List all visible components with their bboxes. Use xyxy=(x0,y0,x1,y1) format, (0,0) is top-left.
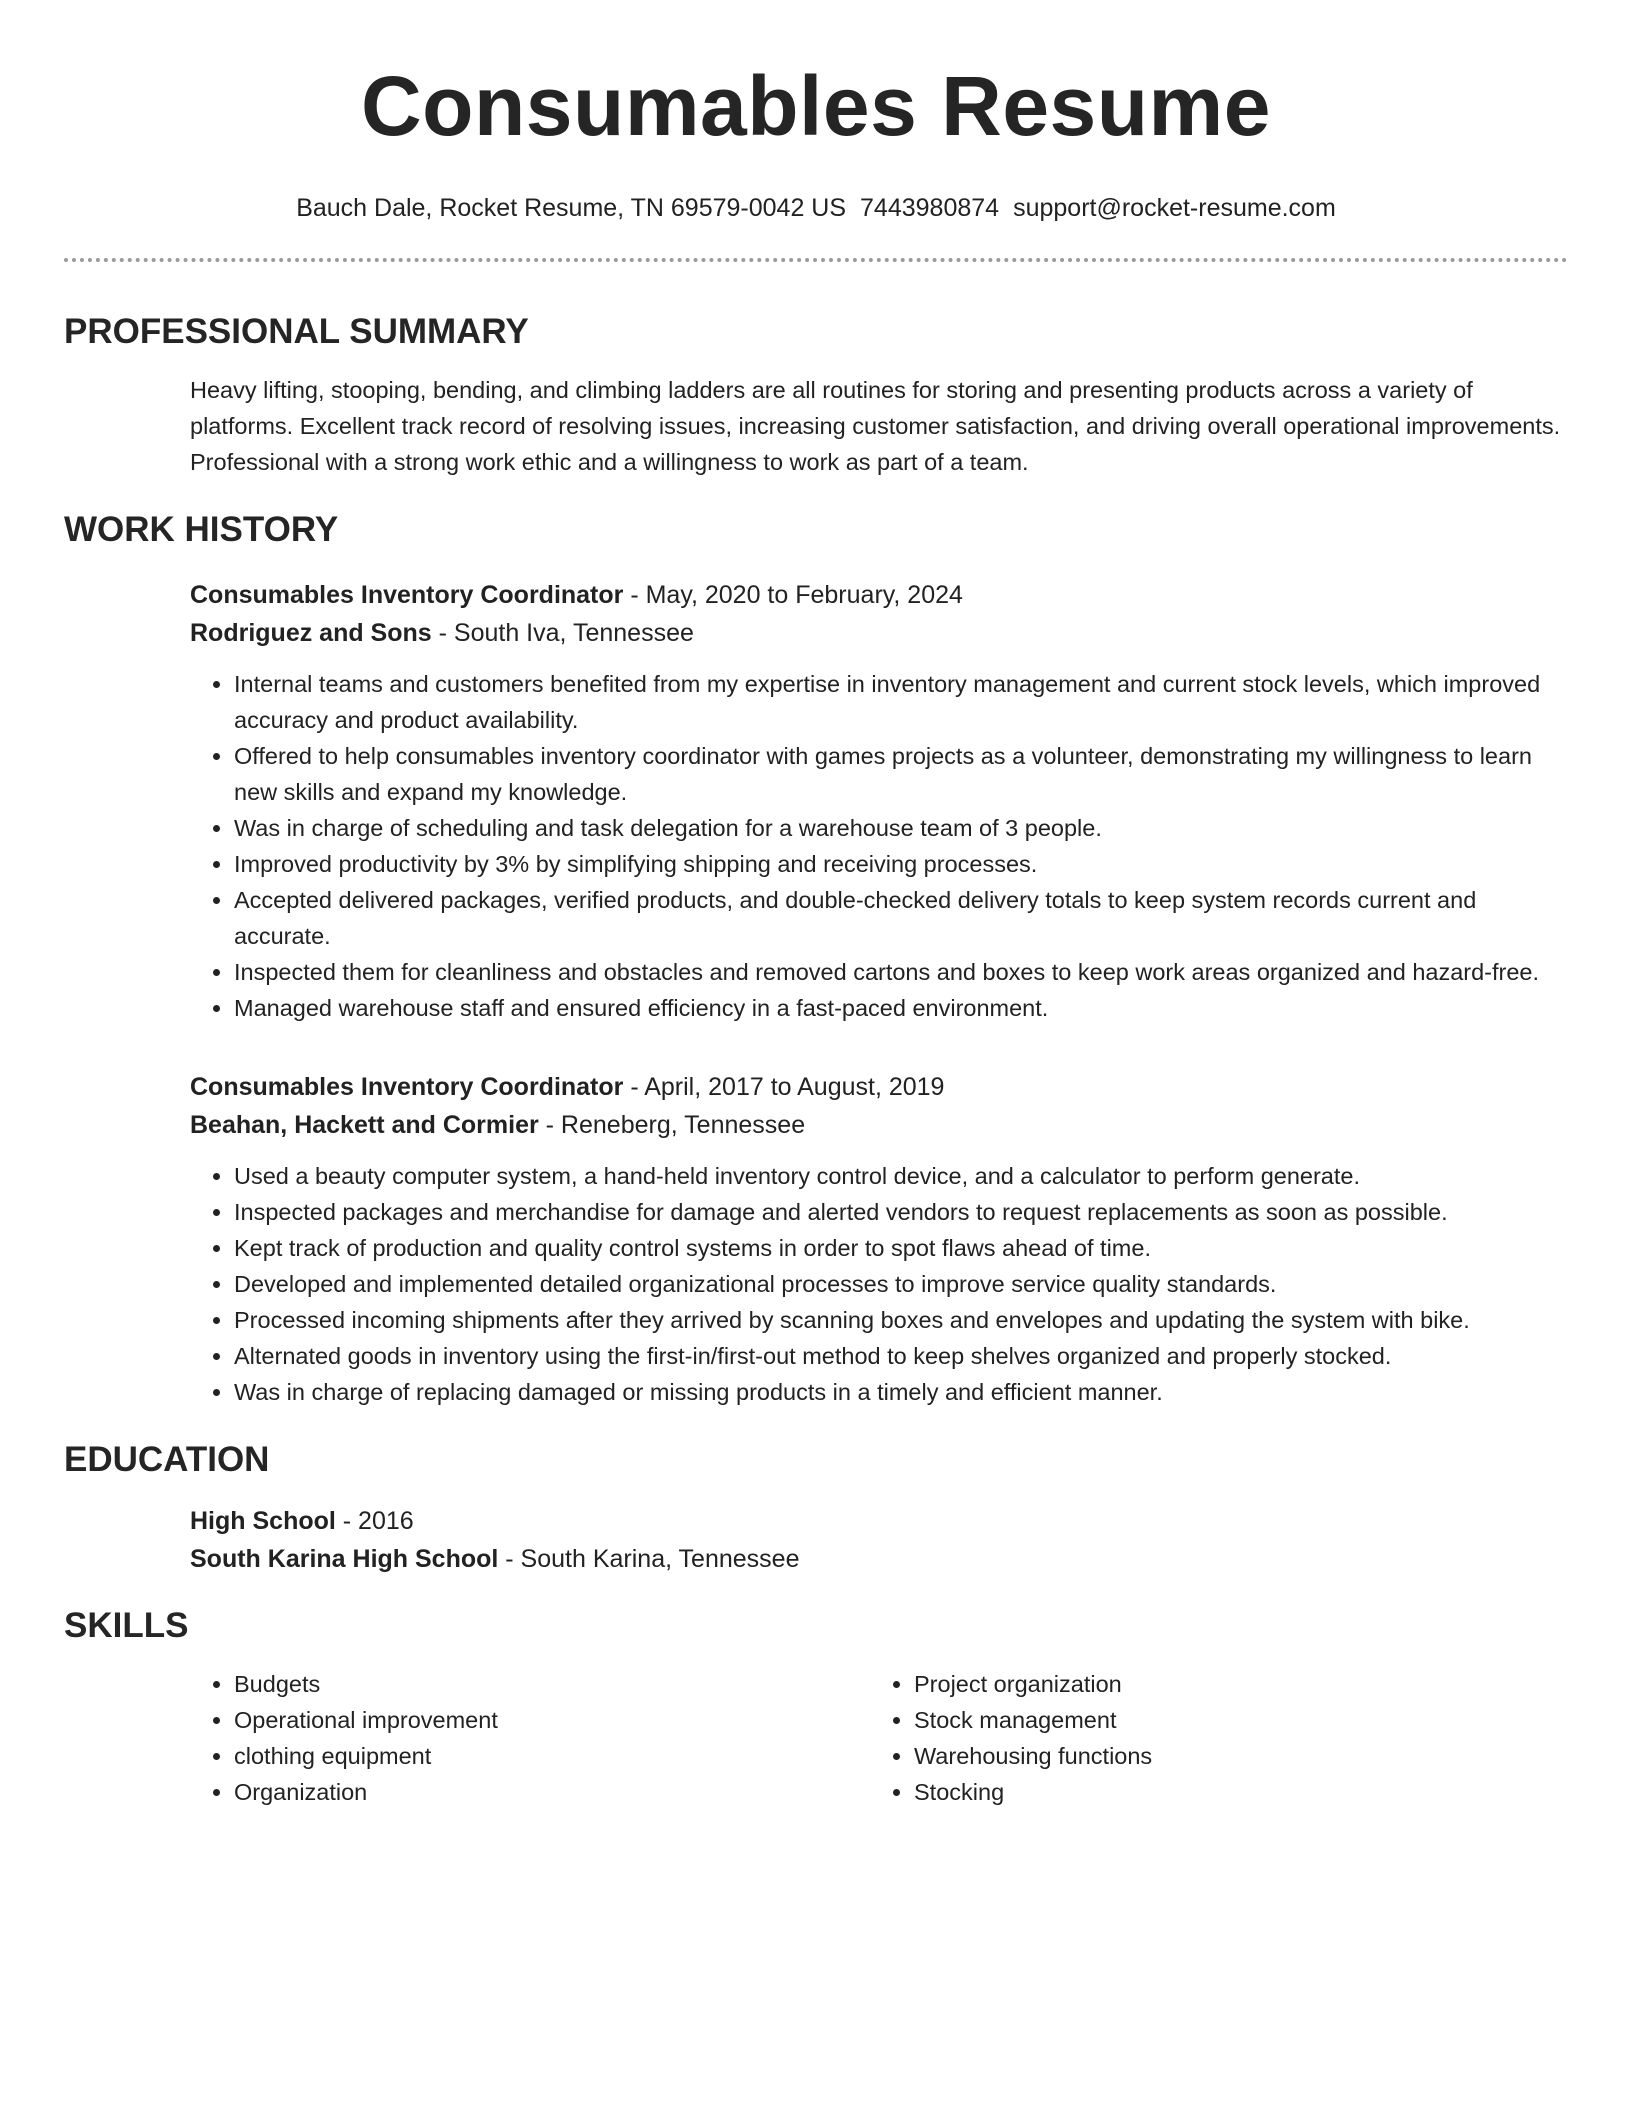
contact-email: support@rocket-resume.com xyxy=(1013,194,1336,222)
education-heading: EDUCATION xyxy=(64,1440,270,1479)
list-item: • Was in charge of scheduling and task delegation for a warehouse team of 3 people. xyxy=(234,810,1568,846)
job-role: Consumables Inventory Coordinator xyxy=(190,581,624,609)
skills-column-left xyxy=(190,1666,870,1810)
job-location: - South Iva, Tennessee xyxy=(431,619,694,647)
list-item: • Kept track of production and quality control systems in order to spot flaws ahead of time. xyxy=(234,1230,1568,1266)
job-dates: - May, 2020 to February, 2024 xyxy=(623,581,963,609)
education-degree-line xyxy=(190,1502,1568,1540)
list-item: • Organization xyxy=(234,1774,870,1810)
list-item: • Budgets xyxy=(234,1666,870,1702)
contact-line xyxy=(64,192,1568,224)
job-entry xyxy=(190,576,1568,1026)
job-role-line xyxy=(190,576,1568,614)
list-item: • Offered to help consumables inventory coordinator with games projects as a volunteer, demonstrating my willingness to learn new skills and expand my knowledge. xyxy=(234,738,1568,810)
job-company-line xyxy=(190,1106,1568,1144)
job-entry xyxy=(190,1068,1568,1410)
list-item: • Stock management xyxy=(914,1702,1550,1738)
job-bullets xyxy=(190,666,1568,1026)
job-company-line xyxy=(190,614,1568,652)
job-bullets xyxy=(190,1158,1568,1410)
list-item: • Operational improvement xyxy=(234,1702,870,1738)
summary-text: Heavy lifting, stooping, bending, and climbing ladders are all routines for storing and presenting products across a variety of platforms. Excellent track record of resolving issues, increasing customer satisfaction, and driving overall operational improvements. Professional with a strong work ethic and a willingness to work as part of a team. xyxy=(190,377,1561,475)
education-location: - South Karina, Tennessee xyxy=(498,1545,800,1573)
job-location: - Reneberg, Tennessee xyxy=(538,1111,806,1139)
list-item: • Project organization xyxy=(914,1666,1550,1702)
list-item: • Managed warehouse staff and ensured efficiency in a fast-paced environment. xyxy=(234,990,1568,1026)
job-company: Rodriguez and Sons xyxy=(190,619,432,647)
job-role-line xyxy=(190,1068,1568,1106)
list-item: • Was in charge of replacing damaged or missing products in a timely and efficient manner. xyxy=(234,1374,1568,1410)
list-item: • Used a beauty computer system, a hand-held inventory control device, and a calculator to perform generate. xyxy=(234,1158,1568,1194)
skills-column-right xyxy=(870,1666,1550,1810)
list-item: • Warehousing functions xyxy=(914,1738,1550,1774)
skills-heading: SKILLS xyxy=(64,1606,189,1645)
list-item: • Processed incoming shipments after they arrived by scanning boxes and envelopes and updating the system with bike. xyxy=(234,1302,1568,1338)
list-item: • Improved productivity by 3% by simplifying shipping and receiving processes. xyxy=(234,846,1568,882)
list-item: • Internal teams and customers benefited from my expertise in inventory management and current stock levels, which improved accuracy and product availability. xyxy=(234,666,1568,738)
list-item: • clothing equipment xyxy=(234,1738,870,1774)
work-history-heading: WORK HISTORY xyxy=(64,510,339,549)
list-item: • Accepted delivered packages, verified products, and double-checked delivery totals to keep system records current and accurate. xyxy=(234,882,1568,954)
resume-title: Consumables Resume xyxy=(361,59,1271,153)
job-role: Consumables Inventory Coordinator xyxy=(190,1073,624,1101)
education-degree: High School xyxy=(190,1507,336,1535)
education-entry xyxy=(190,1502,1568,1578)
education-year: - 2016 xyxy=(335,1507,414,1535)
education-school: South Karina High School xyxy=(190,1545,499,1573)
summary-heading: PROFESSIONAL SUMMARY xyxy=(64,312,529,351)
job-dates: - April, 2017 to August, 2019 xyxy=(623,1073,945,1101)
contact-phone: 7443980874 xyxy=(860,194,1000,222)
list-item: • Developed and implemented detailed organizational processes to improve service quality standards. xyxy=(234,1266,1568,1302)
skills-grid xyxy=(190,1666,1568,1810)
list-item: • Alternated goods in inventory using the first-in/first-out method to keep shelves organized and properly stocked. xyxy=(234,1338,1568,1374)
list-item: • Inspected packages and merchandise for damage and alerted vendors to request replacements as soon as possible. xyxy=(234,1194,1568,1230)
list-item: • Inspected them for cleanliness and obstacles and removed cartons and boxes to keep work areas organized and hazard-free. xyxy=(234,954,1568,990)
contact-address: Bauch Dale, Rocket Resume, TN 69579-0042 US xyxy=(296,194,847,222)
job-company: Beahan, Hackett and Cormier xyxy=(190,1111,539,1139)
header-divider xyxy=(64,258,1568,262)
education-school-line xyxy=(190,1540,1568,1578)
list-item: • Stocking xyxy=(914,1774,1550,1810)
